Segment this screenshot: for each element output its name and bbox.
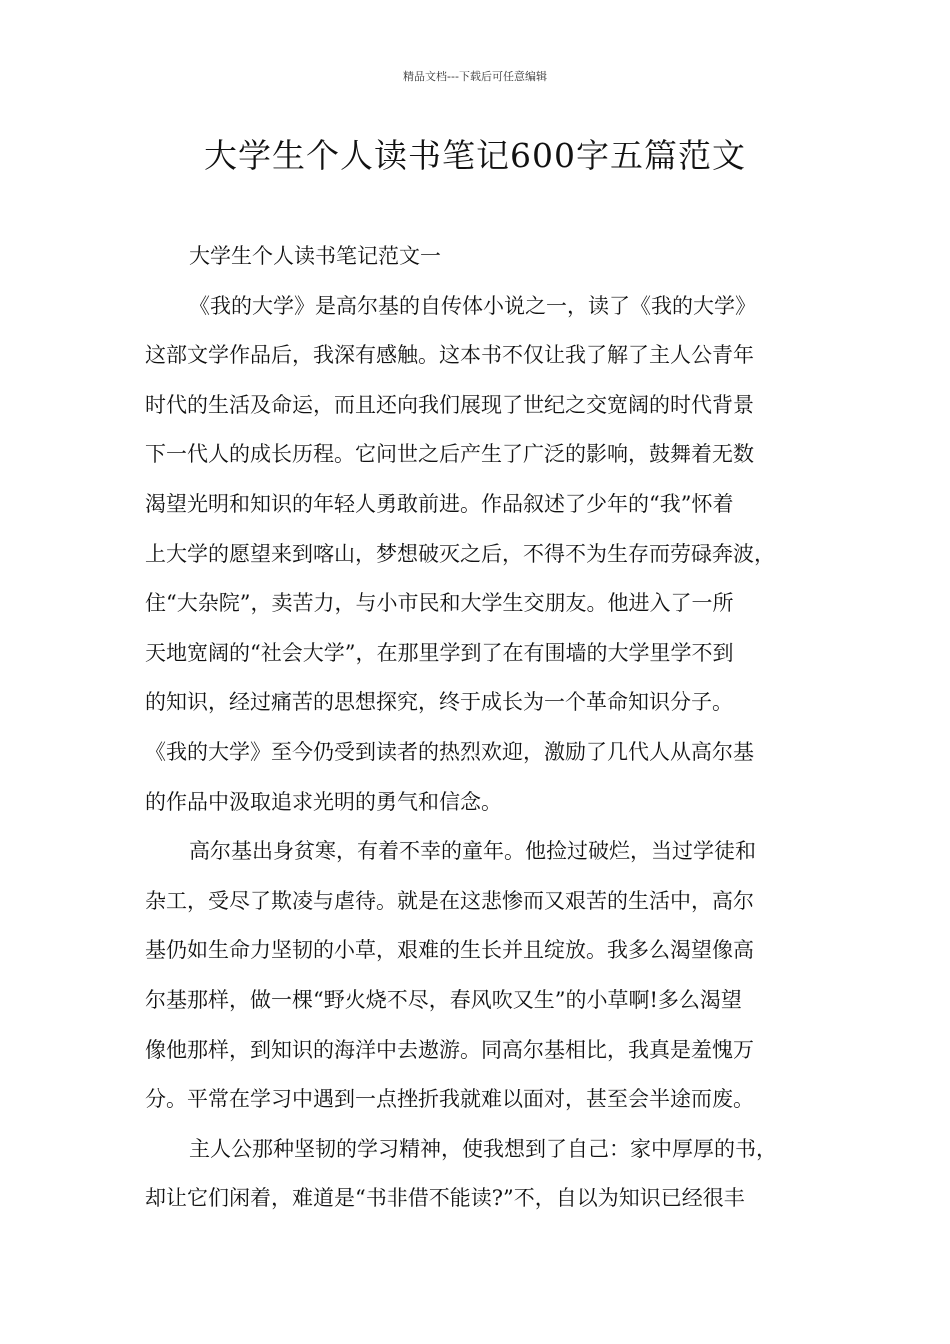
paragraph-line: 杂工，受尽了欺凌与虐待。就是在这悲惨而又艰苦的生活中，高尔 xyxy=(145,888,754,913)
paragraph-line: 尔基那样，做一棵“野火烧不尽，春风吹又生”的小草啊!多么渴望 xyxy=(145,987,742,1012)
paragraph-line: 高尔基出身贫寒，有着不幸的童年。他捡过破烂，当过学徒和 xyxy=(189,839,756,864)
paragraph-line: 这部文学作品后，我深有感触。这本书不仅让我了解了主人公青年 xyxy=(145,343,754,368)
section-heading: 大学生个人读书笔记范文一 xyxy=(189,244,441,268)
paragraph-line: 天地宽阔的“社会大学”，在那里学到了在有围墙的大学里学不到 xyxy=(145,640,734,665)
page-header: 精品文档---下载后可任意编辑 xyxy=(403,70,547,83)
paragraph-line: 主人公那种坚韧的学习精神，使我想到了自己：家中厚厚的书， xyxy=(189,1136,777,1161)
paragraph-line: 像他那样，到知识的海洋中去遨游。同高尔基相比，我真是羞愧万 xyxy=(145,1037,754,1062)
paragraph-line: 却让它们闲着，难道是“书非借不能读?”不，自以为知识已经很丰 xyxy=(145,1186,745,1211)
paragraph-line: 时代的生活及命运，而且还向我们展现了世纪之交宽阔的时代背景 xyxy=(145,392,754,417)
paragraph-line: 分。平常在学习中遇到一点挫折我就难以面对，甚至会半途而废。 xyxy=(145,1087,754,1112)
document-title: 大学生个人读书笔记600字五篇范文 xyxy=(204,136,746,175)
paragraph-line: 《我的大学》至今仍受到读者的热烈欢迎，激励了几代人从高尔基 xyxy=(145,739,754,764)
document-body xyxy=(145,232,825,1224)
paragraph-line: 渴望光明和知识的年轻人勇敢前进。作品叙述了少年的“我”怀着 xyxy=(145,491,734,516)
paragraph-line: 的知识，经过痛苦的思想探究，终于成长为一个革命知识分子。 xyxy=(145,690,733,715)
paragraph-line: 的作品中汲取追求光明的勇气和信念。 xyxy=(145,789,502,814)
paragraph-line: 基仍如生命力坚韧的小草，艰难的生长并且绽放。我多么渴望像高 xyxy=(145,938,754,963)
paragraph-line: 下一代人的成长历程。它问世之后产生了广泛的影响，鼓舞着无数 xyxy=(145,442,754,467)
paragraph-line: 《我的大学》是高尔基的自传体小说之一，读了《我的大学》 xyxy=(189,293,756,318)
paragraph-line: 住“大杂院”，卖苦力，与小市民和大学生交朋友。他进入了一所 xyxy=(145,591,734,616)
paragraph-line: 上大学的愿望来到喀山，梦想破灭之后，不得不为生存而劳碌奔波， xyxy=(145,541,775,566)
